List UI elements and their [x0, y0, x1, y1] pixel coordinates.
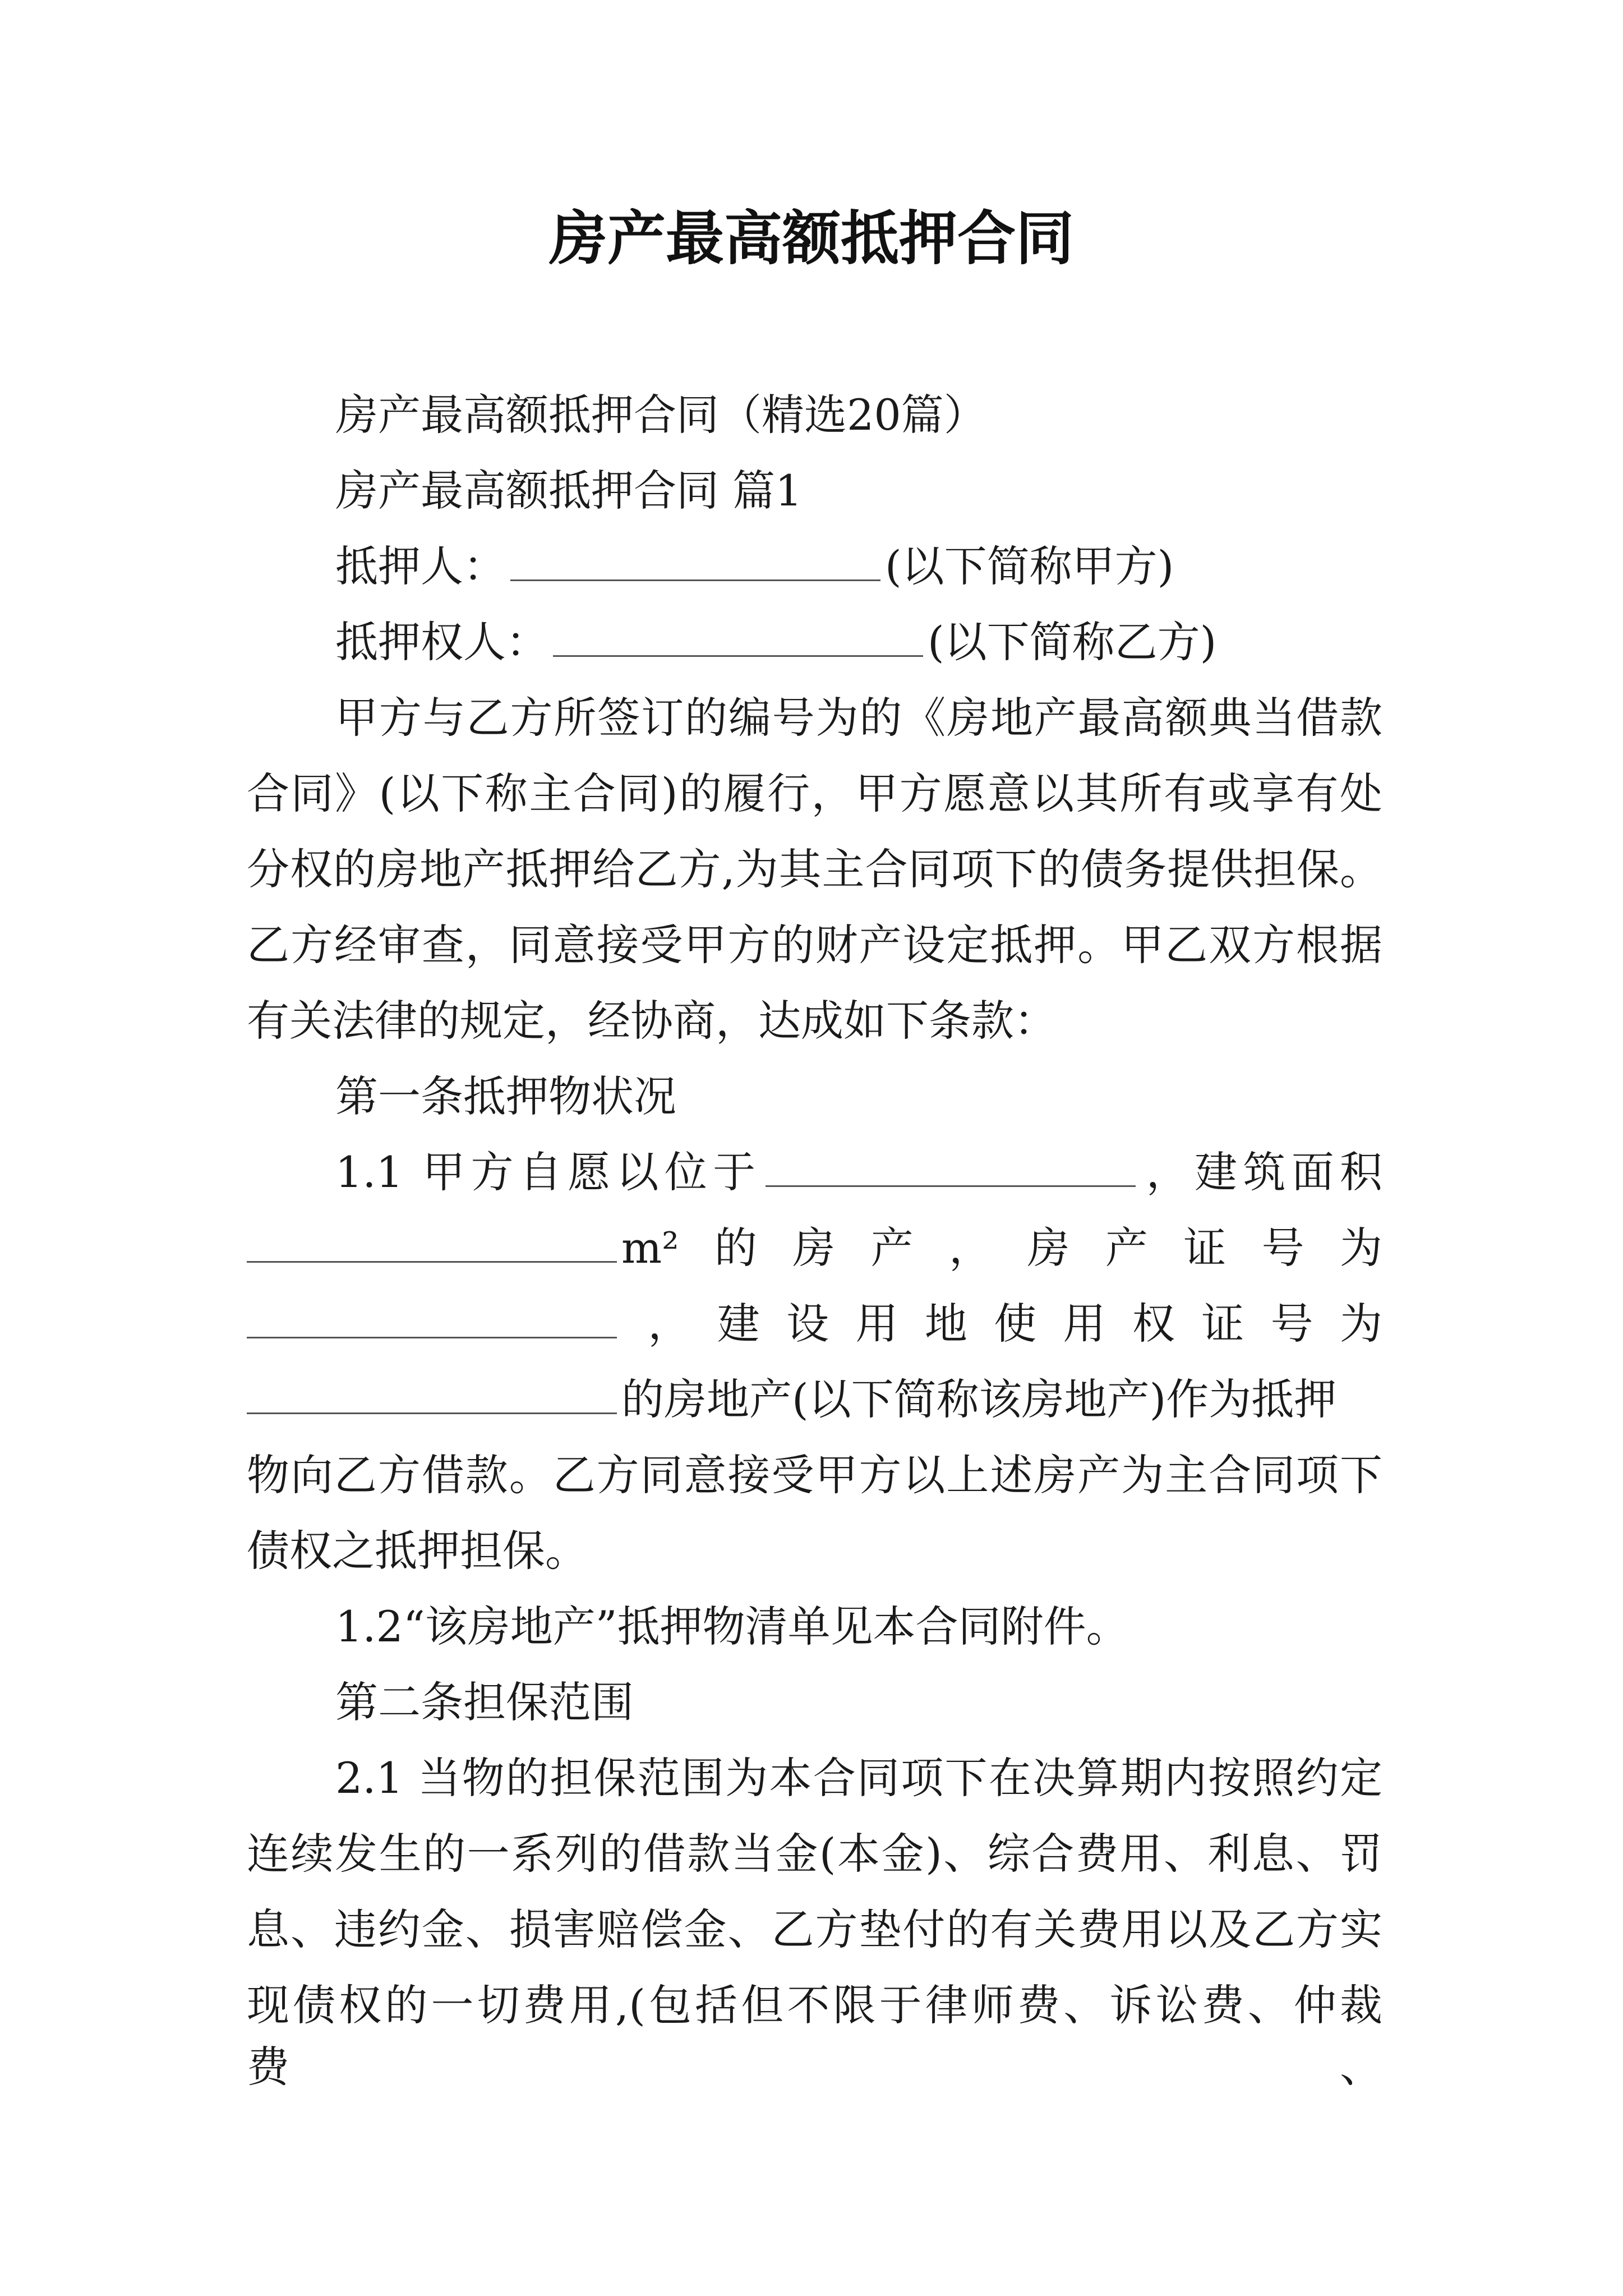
section-heading: 房产最高额抵押合同 篇1: [335, 466, 803, 516]
clause-line: [247, 1369, 1336, 1430]
clause-line: [335, 1142, 1382, 1203]
clause-suffix: ，建设用地使用权证号为: [621, 1299, 1382, 1349]
mortgagor-label: 抵押人：: [335, 541, 506, 591]
clause-line: [247, 1293, 1382, 1355]
paragraph-line: 2.1 当物的担保范围为本合同项下在决算期内按照约定: [335, 1753, 1382, 1803]
article-heading: 第一条抵押物状况: [335, 1071, 676, 1121]
subtitle-line: 房产最高额抵押合同（精选20篇）: [335, 390, 986, 440]
paragraph-line: 乙方经审查，同意接受甲方的财产设定抵押。甲乙双方根据: [247, 920, 1382, 970]
mortgagee-blank: [553, 613, 923, 657]
paragraph-line: 物向乙方借款。乙方同意接受甲方以上述房产为主合同项下: [247, 1450, 1382, 1500]
paragraph-line: 分权的房地产抵押给乙方,为其主合同项下的债务提供担保。: [247, 844, 1382, 894]
paragraph-line: 现债权的一切费用,(包括但不限于律师费、诉讼费、仲裁费、: [247, 1980, 1382, 2092]
paragraph-line: 债权之抵押担保。: [247, 1526, 588, 1576]
mortgagee-suffix: (以下简称乙方): [928, 617, 1217, 667]
mortgagor-line: [335, 536, 1174, 597]
clause-suffix: ，建筑面积: [1140, 1147, 1382, 1197]
mortgagor-blank: [510, 537, 880, 581]
clause-line: [247, 1217, 1382, 1279]
certificate-blank: [247, 1294, 617, 1338]
clause-prefix: 1.1 甲方自愿以位于: [335, 1147, 762, 1197]
land-certificate-blank: [247, 1370, 617, 1414]
clause-line: 1.2“该房地产”抵押物清单见本合同附件。: [335, 1602, 1129, 1651]
clause-suffix: m²的房产，房产证号为: [621, 1223, 1382, 1273]
article-heading: 第二条担保范围: [335, 1677, 634, 1727]
paragraph-line: 合同》(以下称主合同)的履行，甲方愿意以其所有或享有处: [247, 769, 1382, 818]
mortgagee-label: 抵押权人：: [335, 617, 548, 667]
clause-suffix: 的房地产(以下简称该房地产)作为抵押: [621, 1374, 1337, 1424]
paragraph-line: 连续发生的一系列的借款当金(本金)、综合费用、利息、罚: [247, 1829, 1382, 1879]
mortgagee-line: [335, 611, 1216, 673]
paragraph-line: 息、违约金、损害赔偿金、乙方垫付的有关费用以及乙方实: [247, 1904, 1382, 1954]
mortgagor-suffix: (以下简称甲方): [885, 541, 1174, 591]
location-blank: [766, 1143, 1136, 1187]
paragraph-line: 甲方与乙方所签订的编号为的《房地产最高额典当借款: [335, 693, 1382, 743]
area-blank: [247, 1218, 617, 1263]
paragraph-line: 有关法律的规定，经协商，达成如下条款：: [247, 996, 1057, 1046]
document-title: 房产最高额抵押合同: [548, 204, 1074, 273]
